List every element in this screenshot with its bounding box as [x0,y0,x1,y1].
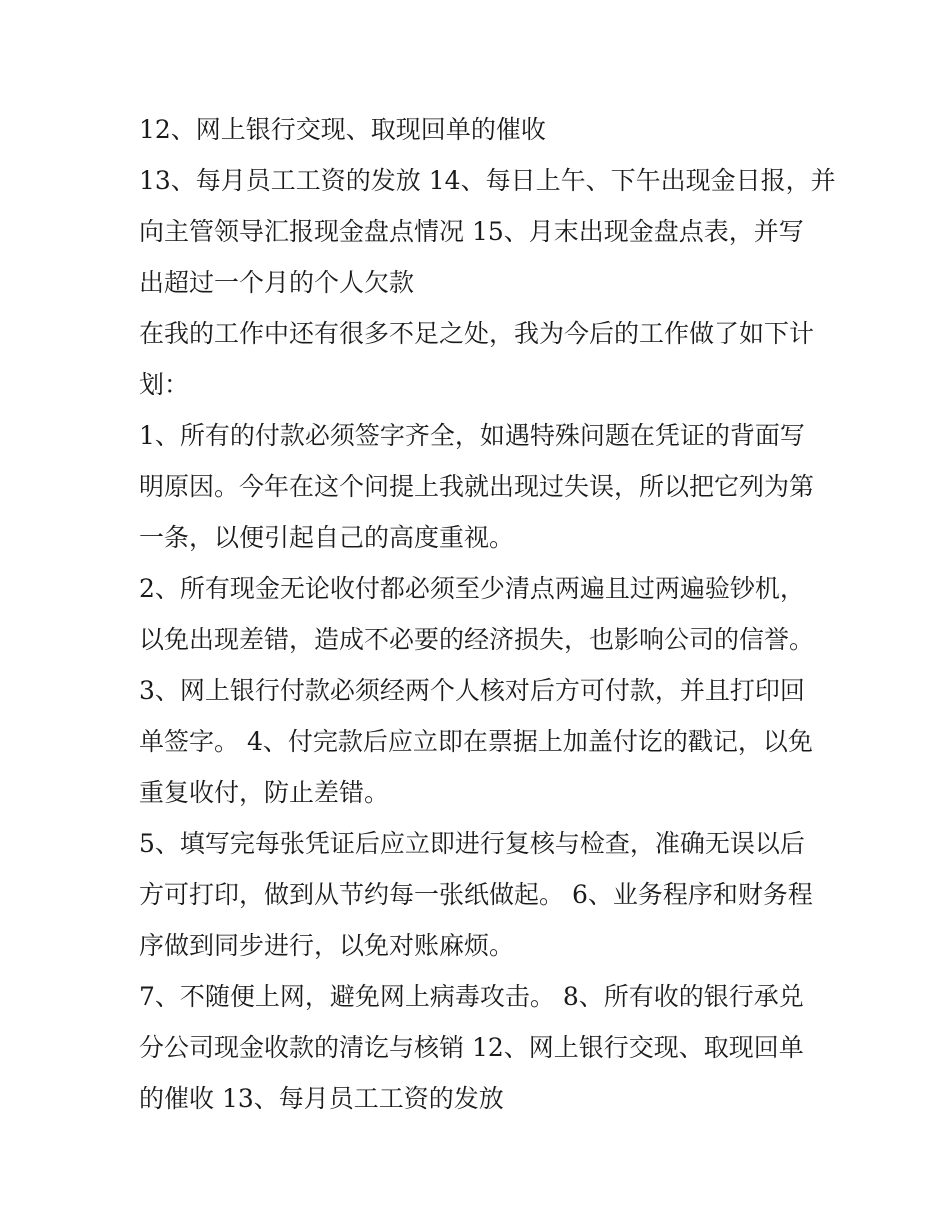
text-line: 一条，以便引起自己的高度重视。 [139,523,515,552]
text-line: 方可打印，做到从节约每一张纸做起。 6、业务程序和财务程 [139,880,813,909]
body-text [139,104,836,1124]
text-line: 在我的工作中还有很多不足之处，我为今后的工作做了如下计 [139,319,815,348]
text-line: 12、网上银行交现、取现回单的催收 [139,115,546,144]
text-line: 以免出现差错，造成不必要的经济损失，也影响公司的信誉。 [139,625,815,654]
text-line: 出超过一个月的个人欠款 [139,268,415,297]
text-line: 13、每月员工工资的发放 14、每日上午、下午出现金日报，并 [139,166,836,195]
text-line: 1、所有的付款必须签字齐全，如遇特殊问题在凭证的背面写 [139,421,805,450]
text-line: 明原因。今年在这个问提上我就出现过失误，所以把它列为第 [139,472,815,501]
text-line: 的催收 13、每月员工工资的发放 [139,1084,504,1113]
text-line: 3、网上银行付款必须经两个人核对后方可付款，并且打印回 [139,676,805,705]
text-line: 重复收付，防止差错。 [139,778,390,807]
text-line: 向主管领导汇报现金盘点情况 15、月末出现金盘点表，并写 [139,217,804,246]
text-line: 7、不随便上网，避免网上病毒攻击。 8、所有收的银行承兑 [139,982,804,1011]
text-line: 序做到同步进行，以免对账麻烦。 [139,931,515,960]
text-line: 分公司现金收款的清讫与核销 12、网上银行交现、取现回单 [139,1033,804,1062]
text-line: 2、所有现金无论收付都必须至少清点两遍且过两遍验钞机， [139,574,805,603]
text-line: 划： [139,370,190,399]
text-line: 单签字。 4、付完款后应立即在票据上加盖付讫的戳记，以免 [139,727,813,756]
text-line: 5、填写完每张凭证后应立即进行复核与检查，准确无误以后 [139,829,805,858]
